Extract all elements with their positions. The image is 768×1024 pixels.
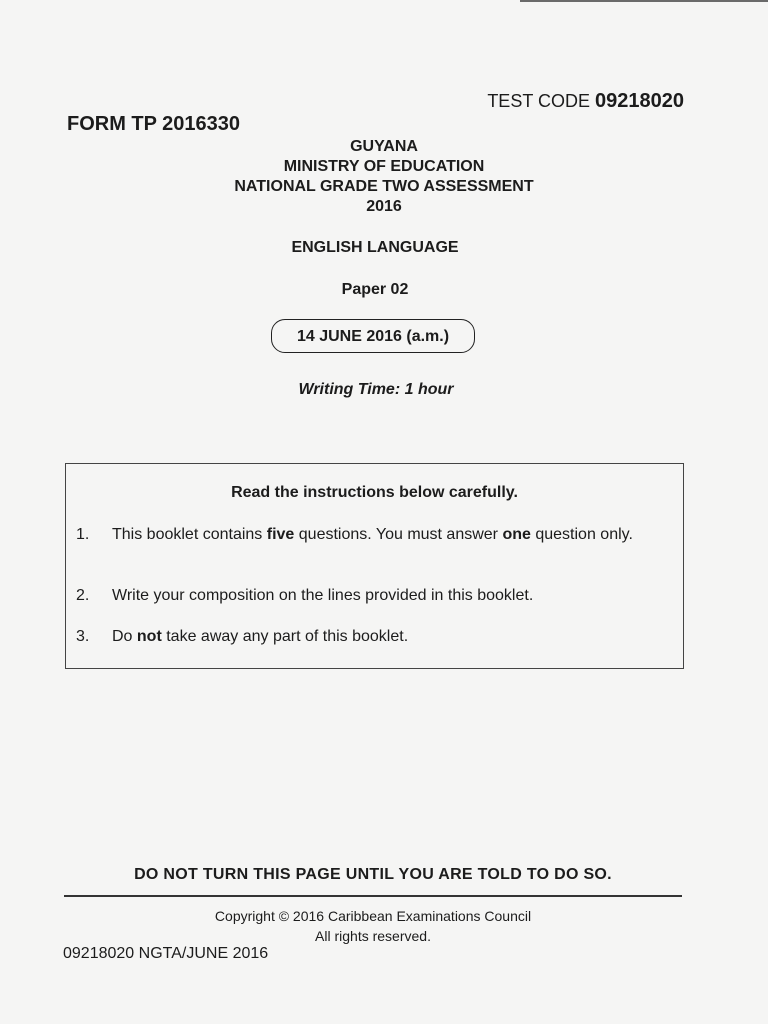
writing-time: Writing Time: 1 hour [298, 381, 454, 398]
header-year: 2016 [366, 198, 402, 215]
copyright-notice [0, 906, 746, 946]
footer-divider [64, 895, 682, 897]
header-country: GUYANA [350, 138, 418, 155]
instruction-number: 2. [76, 587, 90, 604]
instruction-text: Do not take away any part of this booklet. [112, 628, 409, 645]
test-code [487, 90, 684, 113]
instruction-number: 1. [76, 526, 90, 543]
instructions-heading: Read the instructions below carefully. [231, 484, 518, 501]
instructions-box [65, 463, 684, 669]
exam-date-badge: 14 JUNE 2016 (a.m.) [271, 319, 475, 353]
header-assessment: NATIONAL GRADE TWO ASSESSMENT [234, 178, 534, 195]
top-edge-rule [520, 0, 768, 2]
copyright-line: Copyright © 2016 Caribbean Examinations Council [214, 908, 532, 924]
test-code-label: TEST CODE [487, 91, 590, 111]
test-code-value: 09218020 [595, 90, 684, 112]
paper-number: Paper 02 [341, 281, 409, 298]
instruction-text: This booklet contains five questions. You must answer one question only. [112, 526, 633, 543]
document-header [0, 137, 768, 217]
footer-code: 09218020 NGTA/JUNE 2016 [63, 945, 269, 962]
subject-title: ENGLISH LANGUAGE [291, 239, 459, 256]
form-number: FORM TP 2016330 [67, 113, 241, 135]
header-ministry: MINISTRY OF EDUCATION [283, 158, 485, 175]
rights-reserved-line: All rights reserved. [315, 928, 431, 944]
do-not-turn-warning: DO NOT TURN THIS PAGE UNTIL YOU ARE TOLD TO DO SO. [134, 866, 612, 883]
instruction-text: Write your composition on the lines provided in this booklet. [112, 587, 534, 604]
instruction-number: 3. [76, 628, 90, 645]
